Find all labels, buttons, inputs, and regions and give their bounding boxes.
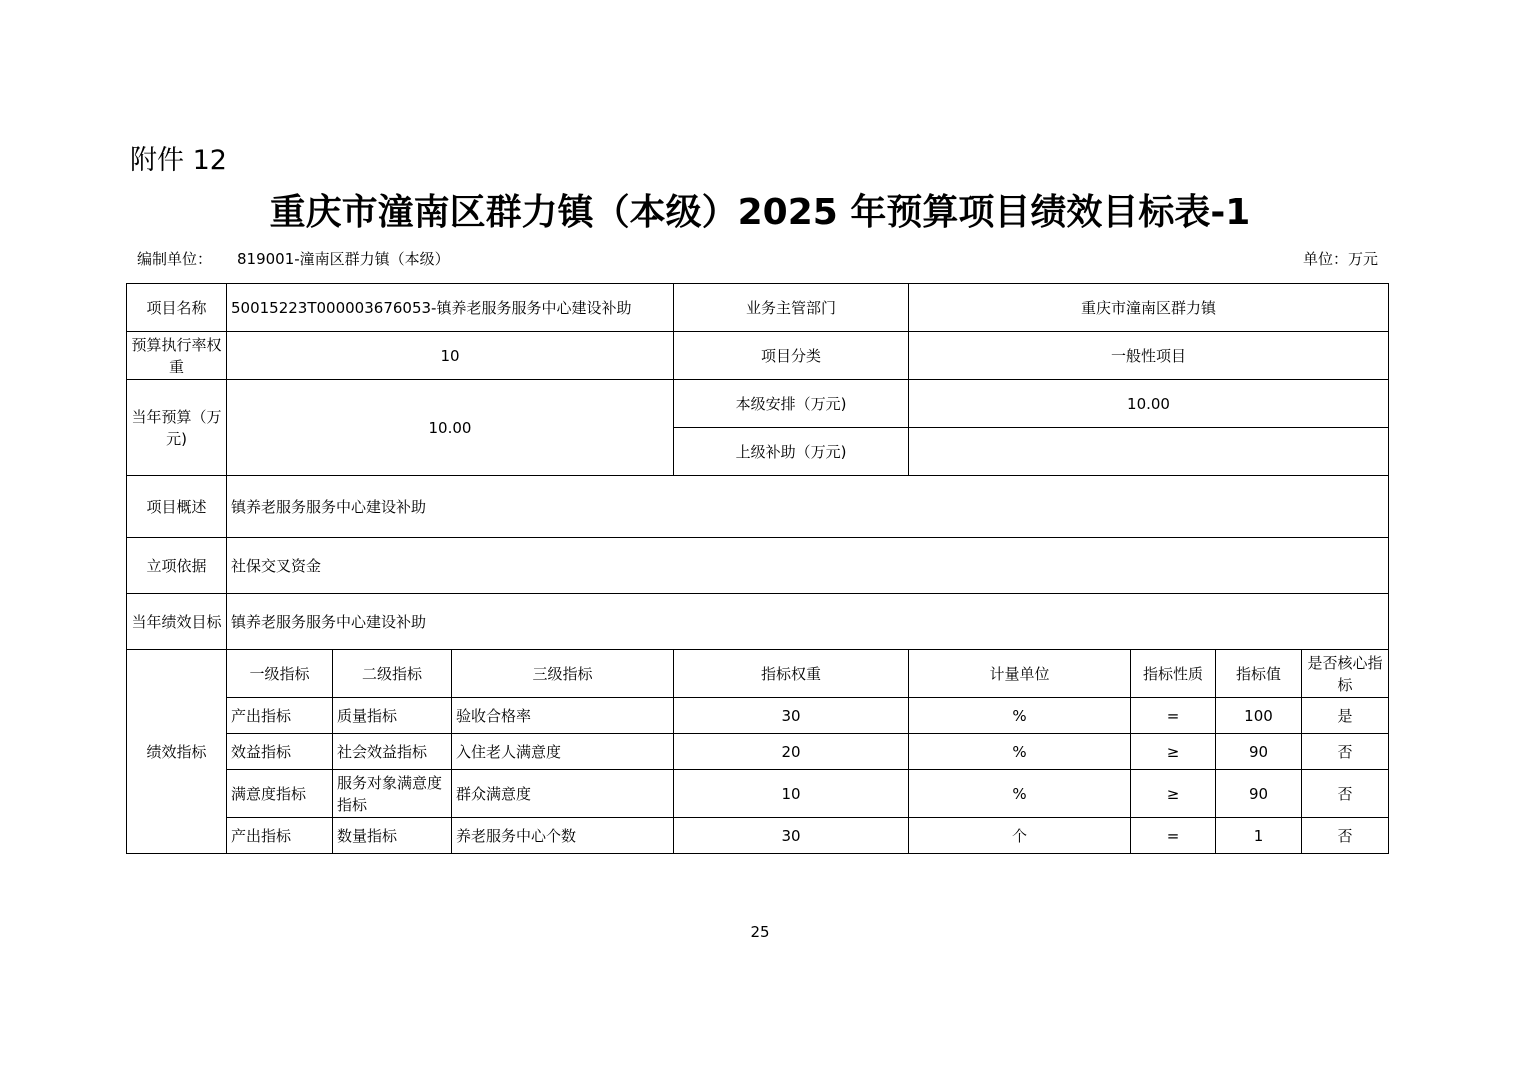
preparing-unit <box>137 248 450 270</box>
budget-label: 当年预算（万元) <box>127 380 227 476</box>
exec-weight-value: 10 <box>227 332 674 380</box>
header-value: 指标值 <box>1216 650 1302 698</box>
row-exec-weight <box>127 332 1389 380</box>
upper-subsidy-label: 上级补助（万元) <box>674 428 909 476</box>
cell-weight: 10 <box>674 770 909 818</box>
currency-unit: 单位：万元 <box>1302 250 1378 268</box>
preparing-unit-label: 编制单位： <box>137 250 213 268</box>
table-row <box>127 770 1389 818</box>
header-weight: 指标权重 <box>674 650 909 698</box>
cell-value: 90 <box>1216 734 1302 770</box>
upper-subsidy-value <box>909 428 1389 476</box>
budget-value: 10.00 <box>227 380 674 476</box>
cell-level1: 产出指标 <box>227 818 333 854</box>
performance-target-table <box>126 283 1389 854</box>
cell-level1: 效益指标 <box>227 734 333 770</box>
indicators-section-label: 绩效指标 <box>127 650 227 854</box>
exec-weight-label: 预算执行率权重 <box>127 332 227 380</box>
cell-value: 90 <box>1216 770 1302 818</box>
dept-label: 业务主管部门 <box>674 284 909 332</box>
cell-value: 100 <box>1216 698 1302 734</box>
basis-value: 社保交叉资金 <box>227 538 1389 594</box>
cell-nature: ≥ <box>1131 770 1216 818</box>
cell-level2: 数量指标 <box>333 818 452 854</box>
cell-level2: 服务对象满意度指标 <box>333 770 452 818</box>
row-overview <box>127 476 1389 538</box>
goal-value: 镇养老服务服务中心建设补助 <box>227 594 1389 650</box>
header-unit: 计量单位 <box>909 650 1131 698</box>
cell-unit: % <box>909 698 1131 734</box>
basis-label: 立项依据 <box>127 538 227 594</box>
cell-value: 1 <box>1216 818 1302 854</box>
category-value: 一般性项目 <box>909 332 1389 380</box>
cell-weight: 30 <box>674 818 909 854</box>
cell-level3: 群众满意度 <box>452 770 674 818</box>
dept-value: 重庆市潼南区群力镇 <box>909 284 1389 332</box>
category-label: 项目分类 <box>674 332 909 380</box>
row-budget-local <box>127 380 1389 428</box>
cell-level1: 满意度指标 <box>227 770 333 818</box>
cell-level3: 验收合格率 <box>452 698 674 734</box>
header-core: 是否核心指标 <box>1302 650 1389 698</box>
cell-core: 否 <box>1302 818 1389 854</box>
overview-label: 项目概述 <box>127 476 227 538</box>
row-goal <box>127 594 1389 650</box>
header-level2: 二级指标 <box>333 650 452 698</box>
project-name-value: 50015223T000003676053-镇养老服务服务中心建设补助 <box>227 284 674 332</box>
cell-level3: 养老服务中心个数 <box>452 818 674 854</box>
cell-core: 是 <box>1302 698 1389 734</box>
local-arrangement-value: 10.00 <box>909 380 1389 428</box>
attachment-label: 附件 12 <box>130 145 227 176</box>
cell-weight: 30 <box>674 698 909 734</box>
goal-label: 当年绩效目标 <box>127 594 227 650</box>
local-arrangement-label: 本级安排（万元) <box>674 380 909 428</box>
table-row <box>127 818 1389 854</box>
indicator-header-row <box>127 650 1389 698</box>
header-level3: 三级指标 <box>452 650 674 698</box>
page-number: 25 <box>750 923 770 941</box>
page-title: 重庆市潼南区群力镇（本级）2025 年预算项目绩效目标表-1 <box>269 192 1251 233</box>
project-name-label: 项目名称 <box>127 284 227 332</box>
row-basis <box>127 538 1389 594</box>
header-nature: 指标性质 <box>1131 650 1216 698</box>
cell-level1: 产出指标 <box>227 698 333 734</box>
cell-core: 否 <box>1302 734 1389 770</box>
cell-weight: 20 <box>674 734 909 770</box>
cell-unit: % <box>909 734 1131 770</box>
table-row <box>127 734 1389 770</box>
cell-unit: % <box>909 770 1131 818</box>
table-row <box>127 698 1389 734</box>
cell-unit: 个 <box>909 818 1131 854</box>
cell-nature: = <box>1131 698 1216 734</box>
header-level1: 一级指标 <box>227 650 333 698</box>
cell-nature: = <box>1131 818 1216 854</box>
cell-core: 否 <box>1302 770 1389 818</box>
row-project-name <box>127 284 1389 332</box>
cell-nature: ≥ <box>1131 734 1216 770</box>
cell-level2: 社会效益指标 <box>333 734 452 770</box>
preparing-unit-value: 819001-潼南区群力镇（本级） <box>237 250 450 268</box>
overview-value: 镇养老服务服务中心建设补助 <box>227 476 1389 538</box>
cell-level2: 质量指标 <box>333 698 452 734</box>
cell-level3: 入住老人满意度 <box>452 734 674 770</box>
